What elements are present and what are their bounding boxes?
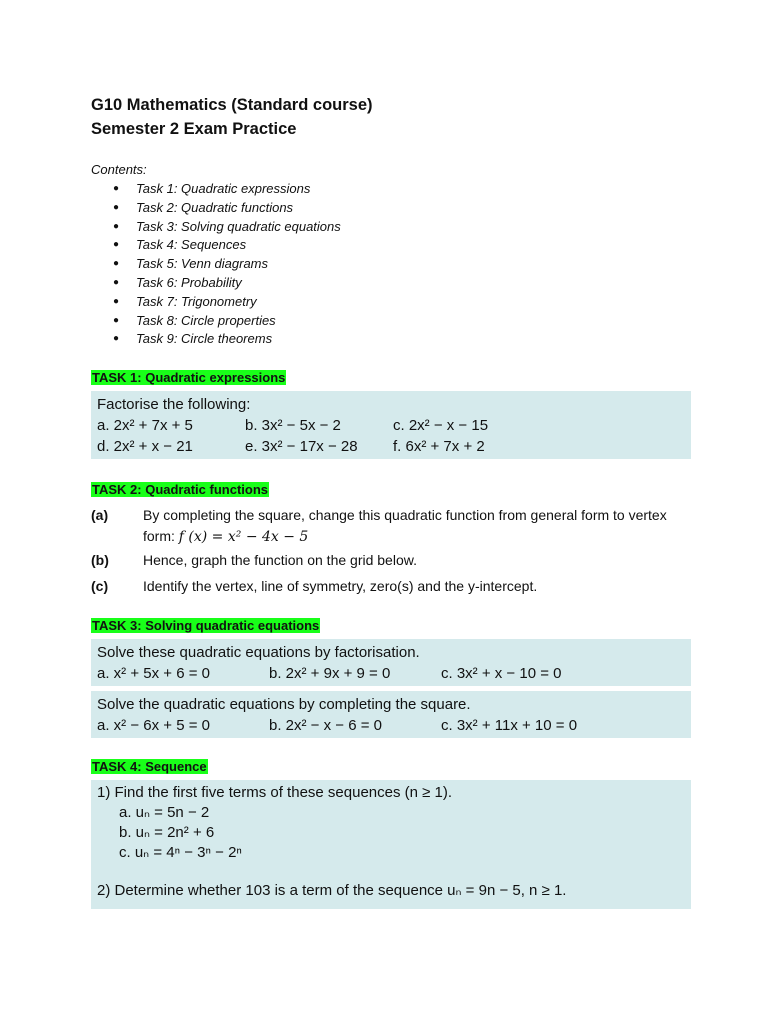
contents-item: ● Task 4: Sequences xyxy=(91,236,691,255)
task3-item-1b: b. 2x² + 9x + 9 = 0 xyxy=(269,665,391,683)
task3-item-2b: b. 2x² − x − 6 = 0 xyxy=(269,717,382,735)
title-line-1: G10 Mathematics (Standard course) xyxy=(91,96,373,114)
task1-box xyxy=(91,391,691,459)
task2-heading: TASK 2: Quadratic functions xyxy=(92,482,268,498)
task1-item-d: d. 2x² + x − 21 xyxy=(97,438,193,456)
contents-item: ● Task 9: Circle theorems xyxy=(91,330,691,349)
task1-item-a: a. 2x² + 7x + 5 xyxy=(97,417,193,435)
task3-instruction-1: Solve these quadratic equations by factorisation. xyxy=(97,644,420,662)
task4-heading: TASK 4: Sequence xyxy=(92,759,207,775)
task1-heading: TASK 1: Quadratic expressions xyxy=(92,370,286,386)
contents-item: ● Task 7: Trigonometry xyxy=(91,293,691,312)
task1-row-2 xyxy=(97,436,685,457)
task4-question-1: 1) Find the first five terms of these sequences (n ≥ 1). xyxy=(97,784,453,802)
task2-label-a: (a) xyxy=(91,507,109,524)
task4-item-b: b. uₙ = 2n² + 6 xyxy=(119,824,215,842)
task1-instruction: Factorise the following: xyxy=(97,396,251,414)
task1-item-e: e. 3x² − 17x − 28 xyxy=(245,438,358,456)
task1-item-b: b. 3x² − 5x − 2 xyxy=(245,417,341,435)
task4-item-c: c. uₙ = 4ⁿ − 3ⁿ − 2ⁿ xyxy=(119,844,242,862)
task4-box xyxy=(91,780,691,909)
contents-item: ● Task 8: Circle properties xyxy=(91,312,691,331)
task2-block xyxy=(91,505,691,597)
task2-label-c: (c) xyxy=(91,578,109,595)
task2-text-b: Hence, graph the function on the grid below. xyxy=(143,552,417,569)
task3-box-completing-square xyxy=(91,691,691,738)
contents-heading: Contents: xyxy=(91,162,147,177)
task3-box-factorisation xyxy=(91,639,691,686)
task4-question-2: 2) Determine whether 103 is a term of the sequence uₙ = 9n − 5, n ≥ 1. xyxy=(97,882,567,900)
task2-text-a-form: form: xyxy=(143,528,175,545)
title-line-2: Semester 2 Exam Practice xyxy=(91,120,297,138)
task3-item-2a: a. x² − 6x + 5 = 0 xyxy=(97,717,210,735)
contents-list xyxy=(91,180,691,349)
task3-item-1c: c. 3x² + x − 10 = 0 xyxy=(441,665,562,683)
contents-item: ● Task 2: Quadratic functions xyxy=(91,199,691,218)
task2-formula: f (x) = x² − 4x − 5 xyxy=(178,529,309,546)
task2-label-b: (b) xyxy=(91,552,109,569)
task3-item-2c: c. 3x² + 11x + 10 = 0 xyxy=(441,717,578,735)
contents-item: ● Task 6: Probability xyxy=(91,274,691,293)
task1-item-f: f. 6x² + 7x + 2 xyxy=(393,438,485,456)
task4-item-a: a. uₙ = 5n − 2 xyxy=(119,804,210,822)
task3-item-1a: a. x² + 5x + 6 = 0 xyxy=(97,665,210,683)
contents-item: ● Task 5: Venn diagrams xyxy=(91,255,691,274)
task1-item-c: c. 2x² − x − 15 xyxy=(393,417,489,435)
contents-item: ● Task 1: Quadratic expressions xyxy=(91,180,691,199)
task2-text-a: By completing the square, change this quadratic function from general form to vertex xyxy=(143,507,667,524)
task3-instruction-2: Solve the quadratic equations by completing the square. xyxy=(97,696,471,714)
contents-item: ● Task 3: Solving quadratic equations xyxy=(91,218,691,237)
task2-text-c: Identify the vertex, line of symmetry, zero(s) and the y-intercept. xyxy=(143,578,538,595)
document-page xyxy=(91,93,691,909)
task3-heading: TASK 3: Solving quadratic equations xyxy=(92,618,320,634)
task1-row-1 xyxy=(97,415,685,436)
